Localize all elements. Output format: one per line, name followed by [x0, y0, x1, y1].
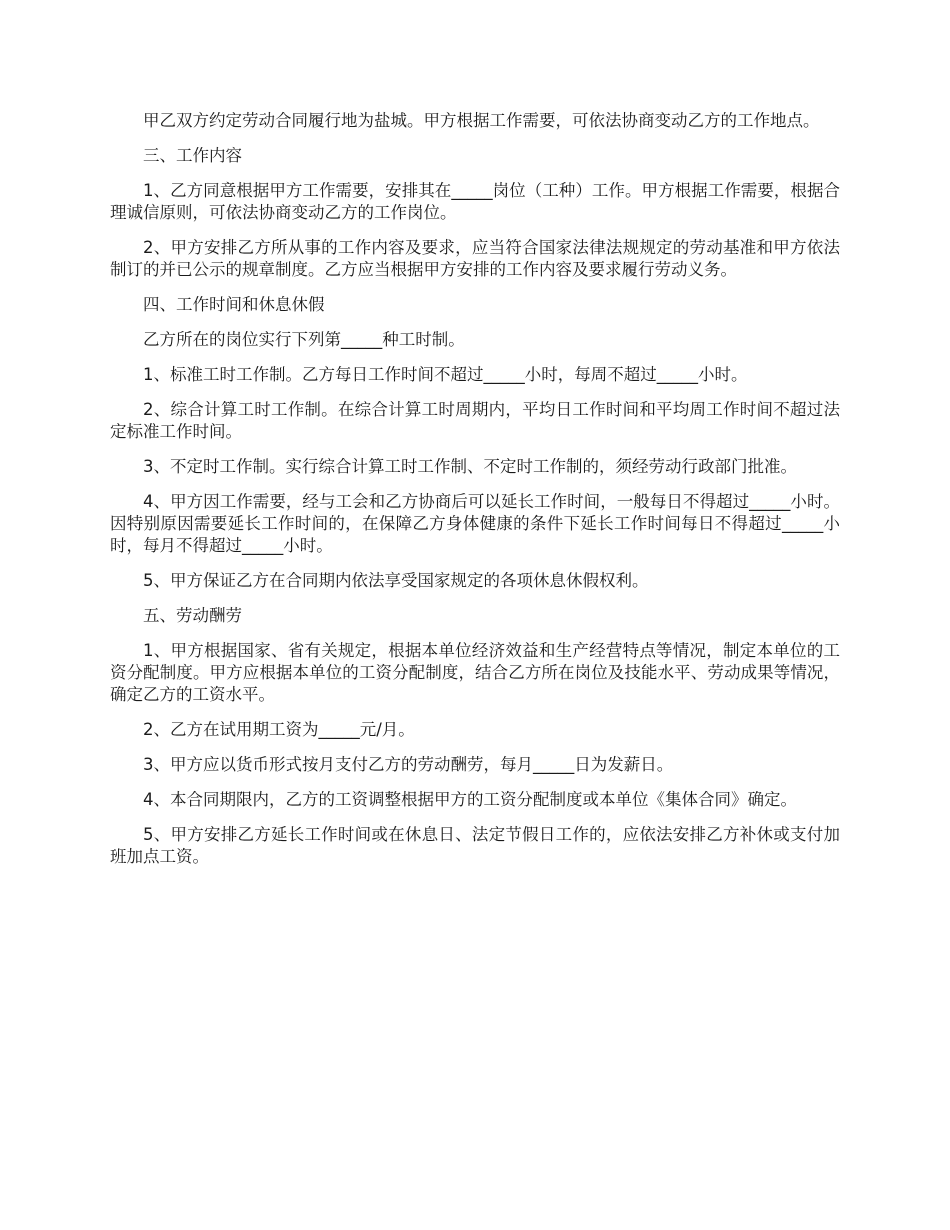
- paragraph-overtime: 4、甲方因工作需要，经与工会和乙方协商后可以延长工作时间，一般每日不得超过_____小时。因特别原因需要延长工作时间的，在保障乙方身体健康的条件下延长工作时间每日不得超过_____小时，每月不得超过_____小时。: [110, 492, 840, 555]
- paragraph-flexible-hours: 3、不定时工作制。实行综合计算工时工作制、不定时工作制的，须经劳动行政部门批准。: [143, 457, 797, 476]
- section-heading-remuneration: 五、劳动酬劳: [143, 606, 242, 625]
- paragraph-payday: 3、甲方应以货币形式按月支付乙方的劳动酬劳，每月_____日为发薪日。: [143, 755, 674, 774]
- paragraph-hour-system: 乙方所在的岗位实行下列第_____种工时制。: [143, 330, 465, 349]
- paragraph-work-location: 甲乙双方约定劳动合同履行地为盐城。甲方根据工作需要，可依法协商变动乙方的工作地点。: [143, 111, 820, 130]
- paragraph-wage-adjustment: 4、本合同期限内，乙方的工资调整根据甲方的工资分配制度或本单位《集体合同》确定。: [143, 790, 797, 809]
- paragraph-overtime-pay: 5、甲方安排乙方延长工作时间或在休息日、法定节假日工作的，应依法安排乙方补休或支付加班加点工资。: [110, 825, 840, 866]
- paragraph-rest-leave: 5、甲方保证乙方在合同期内依法享受国家规定的各项休息休假权利。: [143, 571, 649, 590]
- paragraph-job-position: 1、乙方同意根据甲方工作需要，安排其在_____岗位（工种）工作。甲方根据工作需要，根据合理诚信原则，可依法协商变动乙方的工作岗位。: [110, 181, 840, 222]
- paragraph-job-requirements: 2、甲方安排乙方所从事的工作内容及要求，应当符合国家法律法规规定的劳动基准和甲方依法制订的并已公示的规章制度。乙方应当根据甲方安排的工作内容及要求履行劳动义务。: [110, 238, 840, 279]
- paragraph-comprehensive-hours: 2、综合计算工时工作制。在综合计算工时周期内，平均日工作时间和平均周工作时间不超过法定标准工作时间。: [110, 400, 840, 441]
- paragraph-probation-wage: 2、乙方在试用期工资为_____元/月。: [143, 720, 415, 739]
- paragraph-standard-hours: 1、标准工时工作制。乙方每日工作时间不超过_____小时，每周不超过_____小时。: [143, 365, 748, 384]
- paragraph-wage-system: 1、甲方根据国家、省有关规定，根据本单位经济效益和生产经营特点等情况，制定本单位的工资分配制度。甲方应根据本单位的工资分配制度，结合乙方所在岗位及技能水平、劳动成果等情况，确定乙方的工资水平。: [110, 641, 840, 704]
- section-heading-working-hours: 四、工作时间和休息休假: [143, 295, 325, 314]
- section-heading-work-content: 三、工作内容: [143, 146, 242, 165]
